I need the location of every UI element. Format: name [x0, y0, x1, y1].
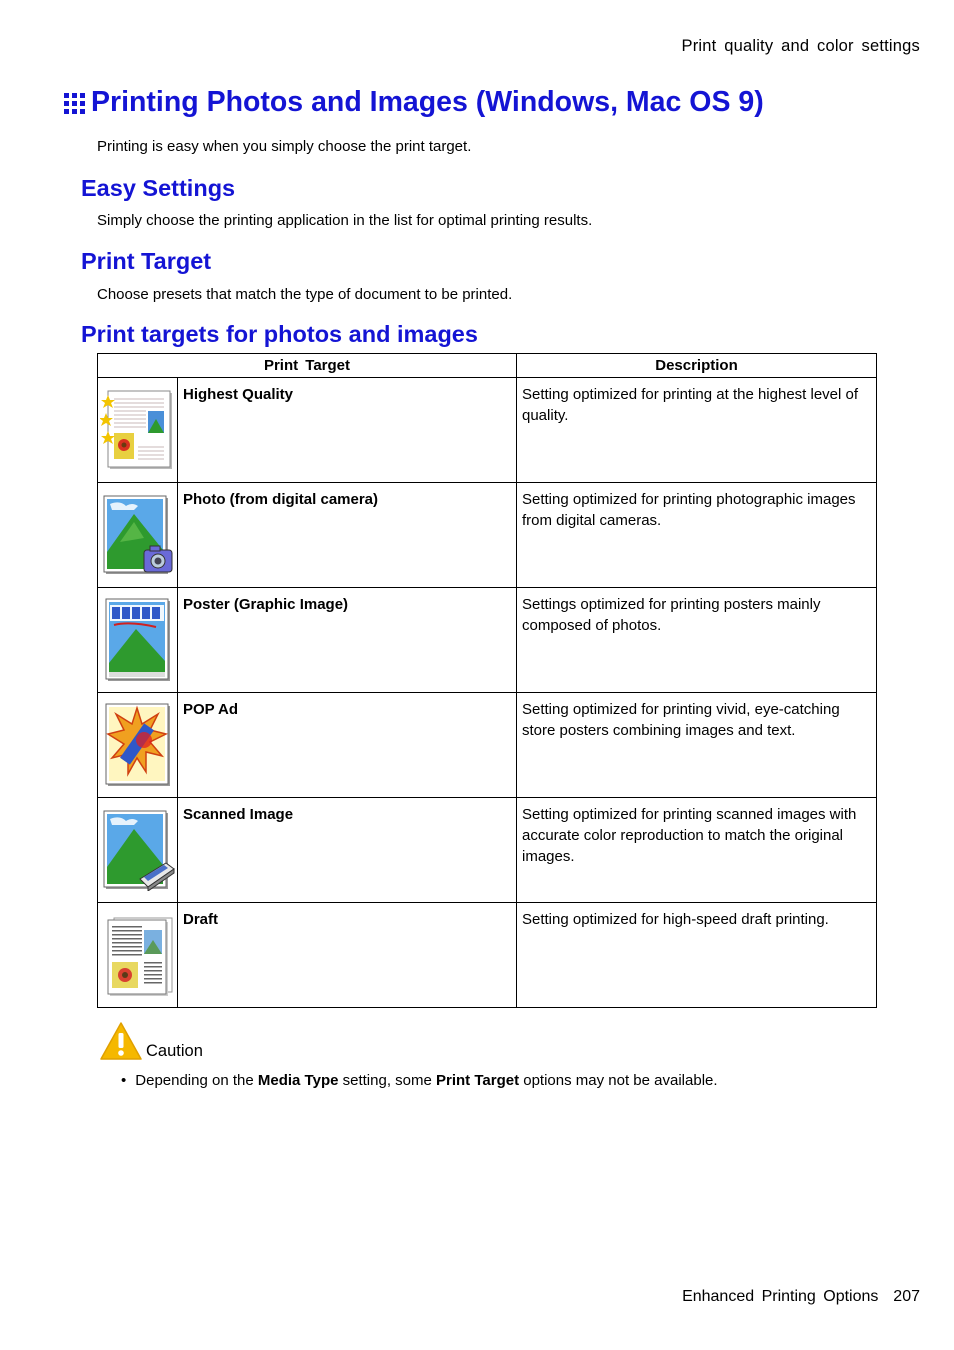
poster-icon — [100, 597, 175, 681]
table-row — [98, 798, 877, 903]
draft-document-icon — [100, 912, 175, 996]
bullet-text-pre: Depending on the — [135, 1072, 258, 1089]
table-row — [98, 588, 877, 693]
print-targets-table — [97, 353, 877, 1008]
target-name: Scanned Image — [183, 806, 294, 823]
column-header-description: Description — [517, 354, 877, 378]
icon-cell — [98, 693, 178, 798]
target-description: Setting optimized for printing at the highest level of quality. — [517, 378, 877, 483]
target-description: Setting optimized for printing photographic images from digital cameras. — [517, 483, 877, 588]
bullet-text-mid: setting, some — [338, 1072, 436, 1089]
target-description: Settings optimized for printing posters mainly composed of photos. — [517, 588, 877, 693]
target-name-cell — [178, 483, 517, 588]
target-name-cell — [178, 588, 517, 693]
table-row — [98, 903, 877, 1008]
target-description: Setting optimized for printing vivid, eye-catching store posters combining images and text. — [517, 693, 877, 798]
print-target-text: Choose presets that match the type of document to be printed. — [97, 286, 513, 303]
target-name-cell — [178, 798, 517, 903]
target-name: POP Ad — [183, 701, 239, 718]
highest-quality-icon — [100, 387, 175, 471]
target-name-cell — [178, 903, 517, 1008]
table-header-row — [98, 354, 877, 378]
page-title-text: Printing Photos and Images (Windows, Mac OS 9) — [91, 86, 764, 118]
target-description: Setting optimized for printing scanned images with accurate color reproduction to match the original images. — [517, 798, 877, 903]
pop-ad-icon — [100, 702, 175, 786]
page-title — [64, 86, 764, 119]
column-header-print-target: Print Target — [98, 354, 517, 378]
icon-cell — [98, 378, 178, 483]
bullet-text-post: options may not be available. — [519, 1072, 718, 1089]
target-name-cell — [178, 693, 517, 798]
target-name: Photo (from digital camera) — [183, 491, 379, 508]
target-name-cell — [178, 378, 517, 483]
photos-section-heading: Print targets for photos and images — [81, 321, 478, 347]
running-header: Print quality and color settings — [681, 37, 920, 55]
caution-label: Caution — [146, 1042, 203, 1060]
target-description: Setting optimized for high-speed draft printing. — [517, 903, 877, 1008]
target-name: Draft — [183, 911, 219, 928]
table-row — [98, 378, 877, 483]
grid-icon — [64, 93, 86, 115]
icon-cell — [98, 588, 178, 693]
easy-settings-text: Simply choose the printing application in the list for optimal printing results. — [97, 212, 593, 229]
caution-block — [99, 1021, 203, 1061]
target-name: Poster (Graphic Image) — [183, 596, 349, 613]
warning-triangle-icon — [99, 1021, 143, 1061]
digital-camera-photo-icon — [100, 492, 175, 576]
table-row — [98, 483, 877, 588]
table-row — [98, 693, 877, 798]
media-type-term: Media Type — [257, 1072, 339, 1089]
footer-chapter: Enhanced Printing Options — [682, 1288, 879, 1305]
easy-settings-heading: Easy Settings — [81, 175, 236, 201]
bullet-dot: • — [121, 1072, 127, 1089]
icon-cell — [98, 903, 178, 1008]
page-number: 207 — [893, 1288, 920, 1305]
icon-cell — [98, 483, 178, 588]
scanner-image-icon — [100, 807, 175, 891]
caution-bullet — [121, 1072, 718, 1089]
target-name: Highest Quality — [183, 386, 294, 403]
print-target-term: Print Target — [436, 1072, 520, 1089]
icon-cell — [98, 798, 178, 903]
page-footer — [682, 1288, 920, 1306]
print-target-heading: Print Target — [81, 248, 212, 274]
intro-text: Printing is easy when you simply choose the print target. — [97, 138, 472, 155]
